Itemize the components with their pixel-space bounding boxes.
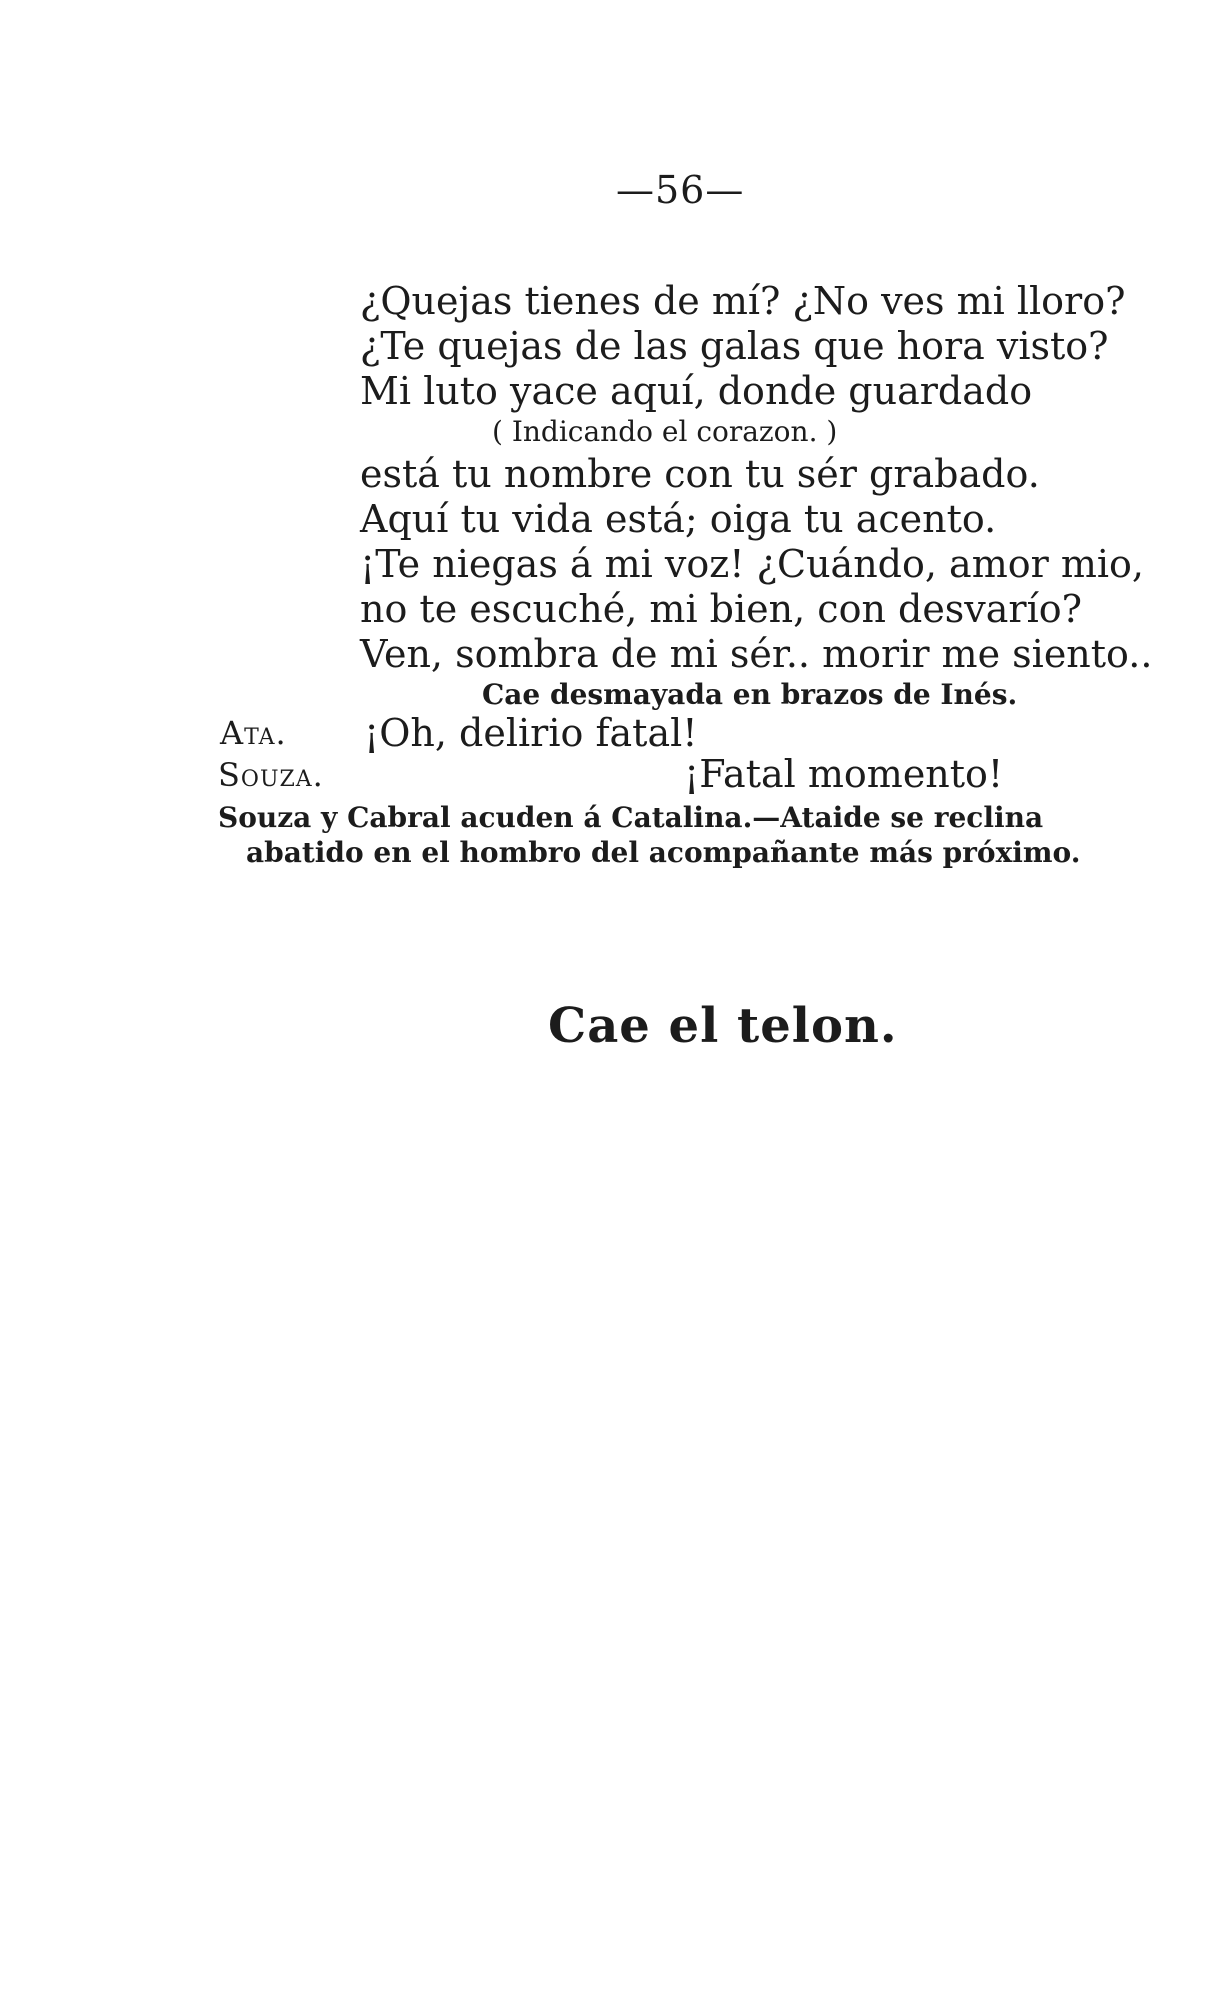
dialogue-line: ¡Oh, delirio fatal! [364, 711, 698, 755]
stage-direction: ( Indicando el corazon. ) [492, 415, 838, 448]
verse-line: no te escuché, mi bien, con desvarío? [360, 587, 1082, 631]
page-number: —56— [616, 168, 745, 212]
stage-direction: abatido en el hombro del acompañante más próximo. [246, 836, 1081, 869]
dialogue-line: ¡Fatal momento! [684, 752, 1004, 796]
verse-line: está tu nombre con tu sér grabado. [360, 452, 1040, 496]
curtain-heading: Cae el telon. [548, 998, 898, 1054]
verse-line: ¿Te quejas de las galas que hora visto? [360, 324, 1109, 368]
speaker-name: Ata. [220, 714, 287, 752]
verse-line: ¿Quejas tienes de mí? ¿No ves mi lloro? [360, 279, 1126, 323]
verse-line: Ven, sombra de mi sér.. morir me siento.. [360, 632, 1153, 676]
verse-line: Aquí tu vida está; oiga tu acento. [360, 497, 997, 541]
speaker-name: Souza. [218, 756, 324, 794]
stage-direction: Cae desmayada en brazos de Inés. [482, 678, 1018, 711]
verse-line: ¡Te niegas á mi voz! ¿Cuándo, amor mio, [360, 542, 1144, 586]
stage-direction: Souza y Cabral acuden á Catalina.—Ataide se reclina [218, 801, 1044, 834]
verse-line: Mi luto yace aquí, donde guardado [360, 369, 1033, 413]
